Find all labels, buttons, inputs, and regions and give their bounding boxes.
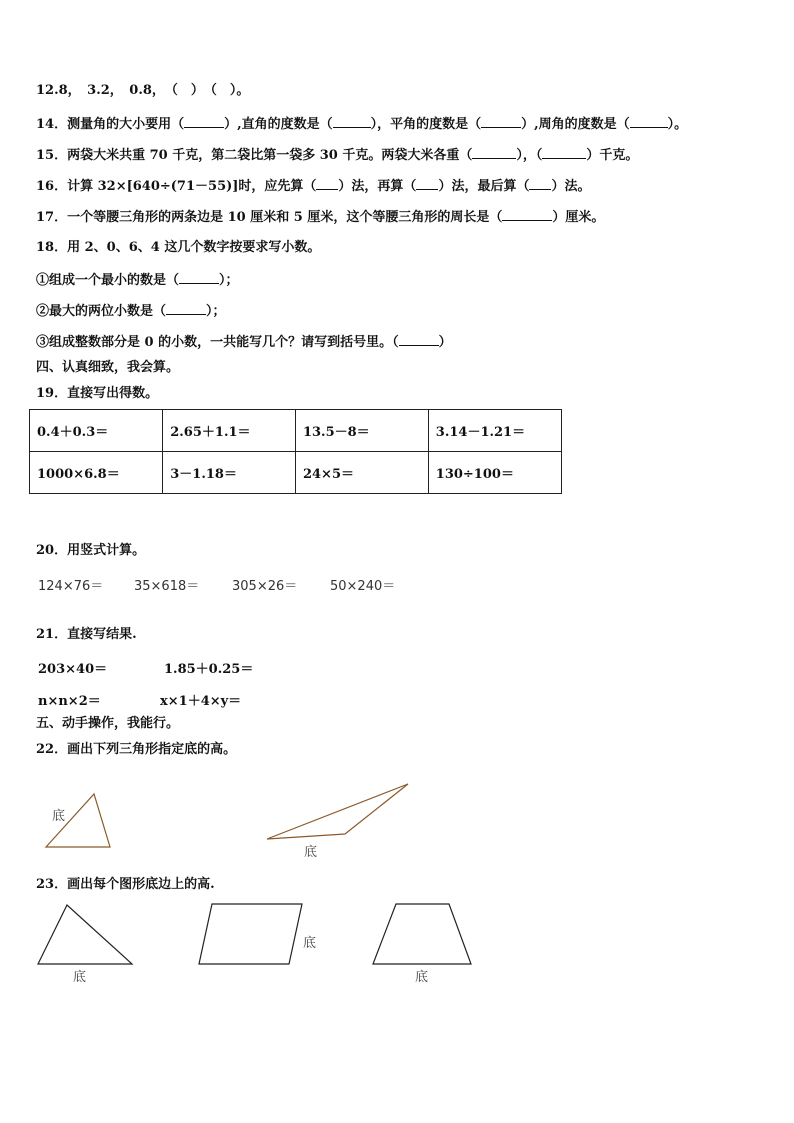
table-cell: 1000×6.8＝ (30, 452, 163, 494)
question-22-title: 22．画出下列三角形指定底的高。 (36, 742, 237, 757)
base-label: 底 (303, 936, 317, 951)
trapezoid-figure[interactable] (373, 904, 471, 964)
direct-result-item: x×1＋4×y＝ (160, 694, 242, 709)
table-cell: 2.65＋1.1＝ (163, 410, 296, 452)
table-cell: 3.14－1.21＝ (428, 410, 561, 452)
vertical-calc-item: 35×618＝ (134, 579, 200, 594)
vertical-calc-item: 124×76＝ (38, 579, 104, 594)
section-5-heading: 五、动手操作，我能行。 (36, 716, 180, 731)
direct-result-item: n×n×2＝ (38, 694, 101, 709)
vertical-calc-item: 50×240＝ (330, 579, 396, 594)
q13-tail: 12.8， 3.2， 0.8， （ ） （ ）。 (36, 83, 250, 98)
question-18-part-1: ①组成一个最小的数是（ ）； (36, 273, 239, 288)
direct-result-item: 1.85＋0.25＝ (164, 662, 254, 677)
question-18-part-2: ②最大的两位小数是（ ）； (36, 304, 226, 319)
question-17: 17．一个等腰三角形的两条边是 10 厘米和 5 厘米，这个等腰三角形的周长是（ ）厘米。 (36, 210, 605, 225)
base-label: 底 (304, 845, 318, 860)
question-20-title: 20．用竖式计算。 (36, 543, 146, 558)
question-23-title: 23．画出每个图形底边上的高. (36, 877, 215, 892)
table-cell: 3－1.18＝ (163, 452, 296, 494)
direct-result-item: 203×40＝ (38, 662, 108, 677)
base-label: 底 (415, 970, 429, 985)
table-cell: 13.5－8＝ (295, 410, 428, 452)
obtuse-triangle-figure[interactable] (267, 784, 408, 839)
table-cell: 130÷100＝ (428, 452, 561, 494)
question-18-part-3: ③组成整数部分是 0 的小数，一共能写几个？请写到括号里。（ ） (36, 335, 452, 350)
question-19-title: 19．直接写出得数。 (36, 386, 159, 401)
question-18-title: 18．用 2、0、6、4 这几个数字按要求写小数。 (36, 240, 321, 255)
question-16: 16．计算 32×[640÷(71－55)]时，应先算（ ）法，再算（ ）法，最后算（ ）法。 (36, 179, 591, 194)
triangle-figure[interactable] (38, 905, 132, 964)
question-14: 14．测量角的大小要用（ ）,直角的度数是（ ），平角的度数是（ ）,周角的度数是（ ）。 (36, 117, 688, 132)
question-15: 15．两袋大米共重 70 千克，第二袋比第一袋多 30 千克。两袋大米各重（ ），（ ）千克。 (36, 148, 639, 163)
parallelogram-figure[interactable] (199, 904, 302, 964)
question-21-title: 21．直接写结果. (36, 627, 137, 642)
section-4-heading: 四、认真细致，我会算。 (36, 360, 180, 375)
table-cell: 24×5＝ (295, 452, 428, 494)
base-label: 底 (73, 970, 87, 985)
table-cell: 0.4＋0.3＝ (30, 410, 163, 452)
base-label: 底 (52, 809, 66, 824)
vertical-calc-item: 305×26＝ (232, 579, 298, 594)
